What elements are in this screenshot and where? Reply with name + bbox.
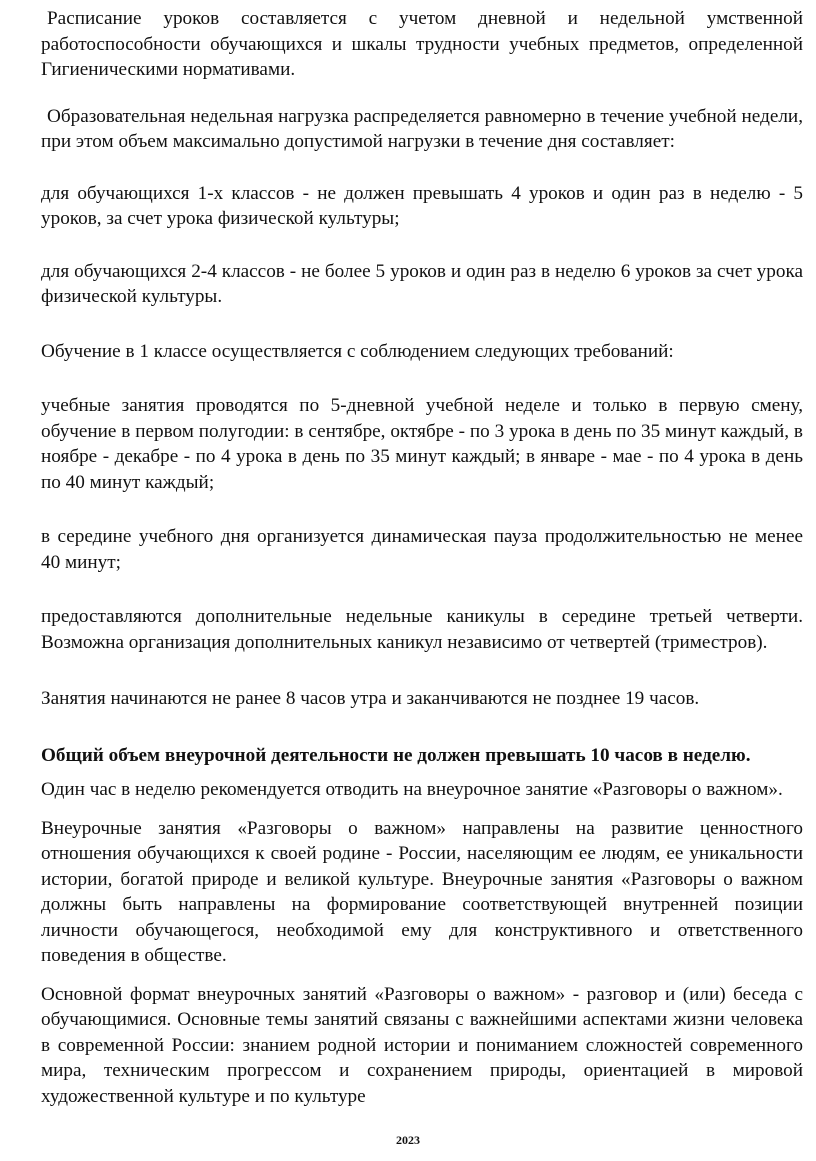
paragraph-format: Основной формат внеурочных занятий «Разговоры о важном» - разговор и (или) беседа с обучающимися. Основные темы занятий связаны с важнейшими аспектами жизни человека в современной России: знанием родной истории и пониманием сложностей современного мира, техническим прогрессом и сохранением природы, ориентацией в мировой художественной культуре и по культуре [41,983,803,1107]
document-page [41,6,803,1109]
paragraph-lessons-schedule: учебные занятия проводятся по 5-дневной учебной неделе и только в первую смену, обучение в первом полугодии: в сентябре, октябре - по 3 урока в день по 35 минут каждый, в ноябре - декабре - по 4 урока в день по 35 минут каждый; в январе - мае - по 4 урока в день по 40 минут каждый; [41,395,803,493]
paragraph-important-talks: Внеурочные занятия «Разговоры о важном» направлены на развитие ценностного отношения обучающихся к своей родине - России, населяющим ее людям, ее уникальности истории, богатой природе и великой культуре. Внеурочные занятия «Разговоры о важном должны быть направлены на формирование соответствующей внутренней позиции личности обучающегося, необходимой ему для конструктивного и ответственного поведения в обществе. [41,817,803,966]
paragraph-holidays: предоставляются дополнительные недельные каникулы в середине третьей четверти. Возможна организация дополнительных каникул независимо от четвертей (триместров). [41,606,803,653]
paragraph-grade2-4-load: для обучающихся 2-4 классов - не более 5 уроков и один раз в неделю 6 уроков за счет урока физической культуры. [41,260,803,307]
paragraph-schedule: Расписание уроков составляется с учетом дневной и недельной умственной работоспособности обучающихся и шкалы трудности учебных предметов, определенной Гигиеническими нормативами. [41,8,803,80]
paragraph-grade1-load: для обучающихся 1-х классов - не должен превышать 4 уроков и один раз в неделю - 5 уроков, за счет урока физической культуры; [41,182,803,229]
paragraph-grade1-requirements: Обучение в 1 классе осуществляется с соблюдением следующих требований: [41,340,674,362]
paragraph-one-hour: Один час в неделю рекомендуется отводить на внеурочное занятие «Разговоры о важном». [41,779,783,800]
paragraph-extracurricular-limit: Общий объем внеурочной деятельности не должен превышать 10 часов в неделю. [41,744,751,766]
paragraph-class-hours: Занятия начинаются не ранее 8 часов утра и заканчиваются не позднее 19 часов. [41,688,700,709]
footer-year: 2023 [396,1133,420,1147]
paragraph-weekly-load: Образовательная недельная нагрузка распределяется равномерно в течение учебной недели, при этом объем максимально допустимой нагрузки в течение дня составляет: [41,105,803,152]
paragraph-dynamic-pause: в середине учебного дня организуется динамическая пауза продолжительностью не менее 40 минут; [41,526,803,573]
